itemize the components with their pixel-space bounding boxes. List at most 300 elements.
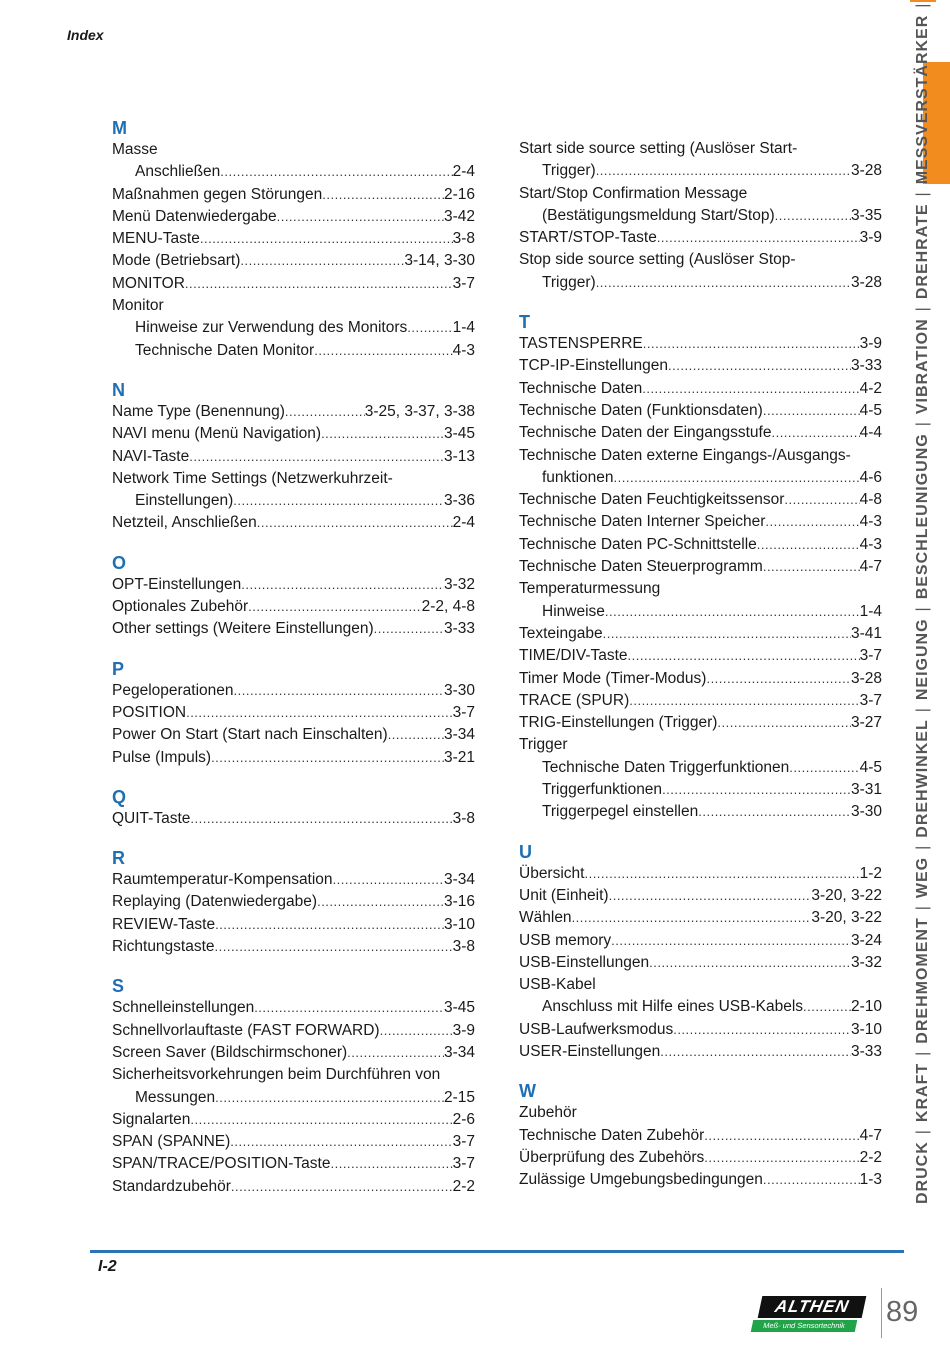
- index-entry: [519, 227, 882, 249]
- dot-leader: [629, 690, 859, 712]
- entry-text: Technische Daten der Eingangsstufe: [519, 424, 772, 442]
- category-messverstärker[interactable]: MESSVERSTÄRKER: [914, 14, 931, 185]
- index-entry: [519, 578, 882, 600]
- index-column-left: [112, 117, 475, 1215]
- entry-page: 4-3: [859, 535, 882, 553]
- index-entry: [519, 445, 882, 467]
- index-entry: [112, 724, 475, 746]
- index-entry: [112, 184, 475, 206]
- entry-page: 2-16: [443, 185, 475, 203]
- index-entry: [519, 734, 882, 756]
- entry-text: Start/Stop Confirmation Message: [519, 184, 748, 202]
- footer-rule: [90, 1250, 904, 1253]
- index-entry: [112, 446, 475, 468]
- entry-text: MENU-Taste: [112, 230, 200, 248]
- entry-text: Temperaturmessung: [519, 580, 661, 598]
- index-entry: [519, 757, 882, 779]
- entry-text: Hinweise zur Verwendung des Monitors: [135, 319, 408, 337]
- entry-text: Anschließen: [135, 163, 221, 181]
- entry-text: Sicherheitsvorkehrungen beim Durchführen von: [112, 1066, 441, 1084]
- entry-page: 1-4: [452, 319, 475, 337]
- index-section: [112, 117, 475, 362]
- dot-leader: [763, 556, 860, 578]
- dot-leader: [240, 250, 404, 272]
- entry-text: Pulse (Impuls): [112, 748, 212, 766]
- dot-leader: [254, 997, 444, 1019]
- entry-page: 3-28: [850, 669, 882, 687]
- category-separator: |: [914, 844, 931, 850]
- entry-text: TRIG-Einstellungen (Trigger): [519, 714, 718, 732]
- entry-text: Texteingabe: [519, 624, 603, 642]
- entry-text: POSITION: [112, 703, 187, 721]
- althen-logo: [752, 1296, 864, 1334]
- dot-leader: [189, 446, 444, 468]
- section-letter: W: [519, 1081, 536, 1102]
- entry-text: Power On Start (Start nach Einschalten): [112, 726, 388, 744]
- dot-leader: [603, 623, 851, 645]
- index-entry: [519, 1147, 882, 1169]
- index-entry: [112, 997, 475, 1019]
- entry-text: Standardzubehör: [112, 1177, 231, 1195]
- index-entry: [112, 468, 475, 490]
- index-entry: [519, 556, 882, 578]
- entry-page: 3-8: [452, 230, 475, 248]
- dot-leader: [649, 952, 851, 974]
- index-entry: [519, 863, 882, 885]
- index-entry: [519, 378, 882, 400]
- section-letter: N: [112, 379, 125, 400]
- entry-text: Start side source setting (Auslöser Start-: [519, 140, 798, 157]
- dot-leader: [789, 757, 859, 779]
- entry-page: 3-34: [443, 1043, 475, 1061]
- entry-page: 4-7: [859, 558, 882, 576]
- entry-page: 4-8: [859, 491, 882, 509]
- dot-leader: [609, 885, 812, 907]
- entry-page: 2-4: [452, 514, 475, 532]
- page-number: 89: [886, 1296, 919, 1328]
- entry-text: USB memory: [519, 931, 612, 949]
- index-entry: [112, 808, 475, 830]
- entry-text: USB-Kabel: [519, 976, 596, 994]
- category-sidebar: [896, 2, 950, 1210]
- index-entry: [519, 400, 882, 422]
- dot-leader: [230, 1131, 452, 1153]
- index-section: [112, 847, 475, 958]
- category-weg[interactable]: WEG: [914, 856, 931, 899]
- dot-leader: [706, 668, 851, 690]
- dot-leader: [234, 680, 444, 702]
- dot-leader: [771, 422, 859, 444]
- entry-page: 3-25, 3-37, 3-38: [364, 402, 475, 420]
- entry-text: Monitor: [112, 297, 164, 315]
- section-letter: M: [112, 118, 127, 138]
- entry-text: Signalarten: [112, 1110, 191, 1128]
- entry-page: 3-45: [443, 999, 475, 1017]
- index-entry: [112, 295, 475, 317]
- index-entry: [112, 228, 475, 250]
- entry-page: 3-9: [859, 335, 882, 353]
- index-entry: [112, 1064, 475, 1086]
- entry-page: 3-20, 3-22: [811, 909, 882, 927]
- dot-leader: [333, 869, 444, 891]
- entry-text: Zulässige Umgebungsbedingungen: [519, 1171, 763, 1189]
- entry-page: 2-10: [850, 998, 882, 1016]
- entry-text: Messungen: [135, 1088, 216, 1106]
- dot-leader: [614, 467, 860, 489]
- dot-leader: [605, 601, 860, 623]
- entry-page: 3-7: [452, 1155, 475, 1173]
- index-entry: [519, 489, 882, 511]
- entry-text: Überprüfung des Zubehörs: [519, 1148, 705, 1166]
- index-section: [112, 379, 475, 535]
- entry-text: Technische Daten PC-Schnittstelle: [519, 535, 757, 553]
- entry-text: Other settings (Weitere Einstellungen): [112, 620, 374, 638]
- entry-page: 3-7: [859, 647, 882, 665]
- entry-text: Name Type (Benennung): [112, 402, 285, 420]
- index-entry: [112, 747, 475, 769]
- dot-leader: [660, 1041, 851, 1063]
- entry-page: 4-4: [859, 424, 882, 442]
- index-section: [112, 658, 475, 769]
- logo-tagline: Meß- und Sensortechnik: [751, 1320, 858, 1332]
- entry-text: Technische Daten Feuchtigkeitssensor: [519, 491, 785, 509]
- index-section: [519, 841, 882, 1064]
- index-entry: [112, 702, 475, 724]
- dot-leader: [190, 808, 452, 830]
- dot-leader: [200, 228, 453, 250]
- category-separator: |: [914, 191, 931, 197]
- index-entry: [112, 273, 475, 295]
- index-entry: [519, 601, 882, 623]
- dot-leader: [673, 1019, 851, 1041]
- index-entry: [519, 511, 882, 533]
- entry-text: NAVI menu (Menü Navigation): [112, 425, 322, 443]
- entry-page: 3-13: [443, 447, 475, 465]
- category-separator: |: [914, 306, 931, 312]
- dot-leader: [186, 702, 453, 724]
- section-letter: U: [519, 841, 532, 862]
- entry-page: 1-4: [859, 602, 882, 620]
- entry-page: 4-3: [859, 513, 882, 531]
- category-datenlogger[interactable]: [910, 0, 936, 2]
- entry-text: Network Time Settings (Netzwerkuhrzeit-: [112, 469, 393, 487]
- section-letter: S: [112, 976, 125, 997]
- category-separator: |: [914, 1050, 931, 1056]
- entry-text: Masse: [112, 141, 158, 158]
- entry-page: 4-7: [859, 1126, 882, 1144]
- index-entry: [112, 936, 475, 958]
- entry-page: 3-9: [859, 229, 882, 247]
- entry-text: TCP-IP-Einstellungen: [519, 357, 669, 375]
- entry-text: Trigger): [542, 273, 596, 291]
- dot-leader: [765, 511, 859, 533]
- entry-text: SPAN (SPANNE): [112, 1133, 231, 1151]
- entry-page: 2-2: [859, 1148, 882, 1166]
- category-separator: |: [914, 606, 931, 612]
- index-entry: [519, 779, 882, 801]
- index-entry: [519, 1041, 882, 1063]
- dot-leader: [374, 618, 444, 640]
- dot-leader: [775, 205, 851, 227]
- category-separator: |: [914, 1129, 931, 1135]
- dot-leader: [596, 272, 851, 294]
- category-separator: |: [914, 2, 931, 8]
- index-entry: [519, 467, 882, 489]
- entry-text: Schnelleinstellungen: [112, 999, 255, 1017]
- dot-leader: [248, 596, 421, 618]
- dot-leader: [321, 423, 444, 445]
- entry-text: Unit (Einheit): [519, 886, 609, 904]
- entry-page: 1-3: [859, 1171, 882, 1189]
- category-drehwinkel[interactable]: DREHWINKEL: [914, 719, 931, 838]
- entry-page: 3-8: [452, 938, 475, 956]
- dot-leader: [596, 160, 851, 182]
- index-entry: [519, 138, 882, 160]
- entry-page: 3-30: [443, 681, 475, 699]
- dot-leader: [611, 930, 851, 952]
- dot-leader: [257, 512, 453, 534]
- entry-text: Trigger: [519, 736, 568, 754]
- entry-text: TRACE (SPUR): [519, 691, 630, 709]
- category-kraft[interactable]: KRAFT: [914, 1062, 931, 1123]
- index-entry: [519, 930, 882, 952]
- category-druck[interactable]: DRUCK: [914, 1141, 931, 1204]
- dot-leader: [704, 1147, 859, 1169]
- dot-leader: [277, 206, 444, 228]
- dot-leader: [642, 378, 859, 400]
- index-entry: [112, 1131, 475, 1153]
- entry-text: Timer Mode (Timer-Modus): [519, 669, 707, 687]
- dot-leader: [314, 340, 452, 362]
- dot-leader: [662, 779, 851, 801]
- entry-text: Einstellungen): [135, 492, 234, 510]
- index-entry: [112, 1153, 475, 1175]
- index-entry: [112, 161, 475, 183]
- index-entry: [519, 422, 882, 444]
- index-column-right: [519, 138, 882, 1208]
- entry-page: 4-5: [859, 401, 882, 419]
- entry-text: Wählen: [519, 909, 572, 927]
- entry-text: Maßnahmen gegen Störungen: [112, 185, 323, 203]
- category-drehrate[interactable]: DREHRATE: [914, 203, 931, 300]
- entry-text: Technische Daten externe Eingangs-/Ausgangs-: [519, 446, 851, 464]
- index-entry: [112, 512, 475, 534]
- entry-text: QUIT-Taste: [112, 809, 191, 827]
- entry-page: 4-2: [859, 379, 882, 397]
- category-drehmoment[interactable]: DREHMOMENT: [914, 917, 931, 1044]
- entry-page: 3-10: [443, 915, 475, 933]
- dot-leader: [211, 747, 444, 769]
- entry-page: 3-34: [443, 871, 475, 889]
- index-entry: [112, 423, 475, 445]
- entry-page: 3-7: [452, 274, 475, 292]
- index-entry: [519, 712, 882, 734]
- entry-text: Technische Daten Interner Speicher: [519, 513, 766, 531]
- entry-page: 3-16: [443, 893, 475, 911]
- entry-page: 3-27: [850, 714, 882, 732]
- entry-page: 3-35: [850, 206, 882, 224]
- index-entry: [519, 160, 882, 182]
- dot-leader: [572, 907, 812, 929]
- dot-leader: [763, 1169, 860, 1191]
- index-entry: [519, 623, 882, 645]
- entry-text: SPAN/TRACE/POSITION-Taste: [112, 1155, 331, 1173]
- entry-text: funktionen: [542, 468, 614, 486]
- entry-page: 3-45: [443, 425, 475, 443]
- index-entry: [519, 183, 882, 205]
- index-entry: [112, 1042, 475, 1064]
- page-number-separator: [881, 1288, 882, 1338]
- entry-text: NAVI-Taste: [112, 447, 190, 465]
- entry-text: Replaying (Datenwiedergabe): [112, 893, 318, 911]
- index-entry: [519, 645, 882, 667]
- index-entry: [519, 1102, 882, 1124]
- entry-page: 3-21: [443, 748, 475, 766]
- index-section: [519, 1080, 882, 1191]
- entry-text: Menü Datenwiedergabe: [112, 207, 277, 225]
- entry-text: START/STOP-Taste: [519, 229, 657, 247]
- index-entry: [112, 1087, 475, 1109]
- entry-text: Schnellvorlauftaste (FAST FORWARD): [112, 1021, 380, 1039]
- index-entry: [519, 668, 882, 690]
- category-vibration[interactable]: VIBRATION: [914, 318, 931, 415]
- dot-leader: [241, 574, 444, 596]
- entry-page: 4-5: [859, 758, 882, 776]
- entry-text: Technische Daten Zubehör: [519, 1126, 705, 1144]
- index-entry: [112, 680, 475, 702]
- dot-leader: [704, 1125, 859, 1147]
- index-entry: [112, 1020, 475, 1042]
- entry-text: Richtungstaste: [112, 938, 215, 956]
- entry-text: Pegeloperationen: [112, 681, 234, 699]
- entry-page: 3-8: [452, 809, 475, 827]
- entry-page: 3-24: [850, 931, 882, 949]
- category-separator: |: [914, 421, 931, 427]
- dot-leader: [233, 490, 444, 512]
- entry-page: 3-33: [443, 620, 475, 638]
- entry-text: Stop side source setting (Auslöser Stop-: [519, 251, 796, 269]
- category-neigung[interactable]: NEIGUNG: [914, 618, 931, 701]
- index-entry: [519, 690, 882, 712]
- entry-text: Optionales Zubehör: [112, 598, 249, 616]
- dot-leader: [717, 712, 851, 734]
- index-entry: [112, 869, 475, 891]
- index-section: [519, 138, 882, 294]
- index-entry: [519, 1125, 882, 1147]
- entry-text: Netzteil, Anschließen: [112, 514, 257, 532]
- dot-leader: [215, 1087, 444, 1109]
- dot-leader: [190, 1109, 452, 1131]
- dot-leader: [317, 891, 444, 913]
- entry-text: Raumtemperatur-Kompensation: [112, 871, 333, 889]
- dot-leader: [668, 355, 851, 377]
- index-entry: [519, 952, 882, 974]
- entry-page: 3-7: [859, 691, 882, 709]
- entry-page: 3-33: [850, 1042, 882, 1060]
- index-entry: [112, 1109, 475, 1131]
- entry-page: 2-2: [452, 1177, 475, 1195]
- entry-page: 3-41: [850, 624, 882, 642]
- dot-leader: [347, 1042, 444, 1064]
- index-entry: [519, 534, 882, 556]
- entry-text: Technische Daten (Funktionsdaten): [519, 401, 763, 419]
- dot-leader: [757, 534, 860, 556]
- dot-leader: [628, 645, 860, 667]
- index-section: [112, 786, 475, 830]
- index-entry: [112, 206, 475, 228]
- index-entry: [519, 801, 882, 823]
- entry-page: 3-32: [850, 953, 882, 971]
- entry-page: 3-42: [443, 207, 475, 225]
- index-entry: [519, 355, 882, 377]
- entry-text: Technische Daten Monitor: [135, 341, 315, 359]
- index-entry: [519, 974, 882, 996]
- dot-leader: [657, 227, 860, 249]
- entry-page: 3-28: [850, 162, 882, 180]
- section-letter: Q: [112, 786, 127, 807]
- entry-text: TIME/DIV-Taste: [519, 647, 628, 665]
- dot-leader: [322, 184, 444, 206]
- dot-leader: [407, 317, 452, 339]
- entry-page: 3-30: [850, 803, 882, 821]
- category-list: [908, 2, 938, 1210]
- entry-text: Anschluss mit Hilfe eines USB-Kabels: [542, 998, 804, 1016]
- index-entry: [519, 249, 882, 271]
- dot-leader: [185, 273, 453, 295]
- dot-leader: [388, 724, 444, 746]
- index-section: [112, 975, 475, 1198]
- entry-text: Triggerfunktionen: [542, 781, 663, 799]
- index-entry: [112, 340, 475, 362]
- section-letter: O: [112, 552, 127, 573]
- index-entry: [519, 1019, 882, 1041]
- index-section: [519, 311, 882, 824]
- header-label: Index: [67, 27, 104, 43]
- dot-leader: [763, 400, 860, 422]
- category-separator: |: [914, 905, 931, 911]
- entry-text: REVIEW-Taste: [112, 915, 216, 933]
- entry-page: 3-20, 3-22: [811, 886, 882, 904]
- entry-page: 3-28: [850, 273, 882, 291]
- dot-leader: [584, 863, 859, 885]
- index-entry: [519, 885, 882, 907]
- footer-page-label: I-2: [98, 1258, 117, 1275]
- section-letter: R: [112, 848, 125, 869]
- index-entry: [519, 1169, 882, 1191]
- entry-page: 3-7: [452, 703, 475, 721]
- dot-leader: [215, 936, 453, 958]
- index-entry: [112, 250, 475, 272]
- entry-text: Screen Saver (Bildschirmschoner): [112, 1043, 348, 1061]
- category-beschleunigung[interactable]: BESCHLEUNIGUNG: [914, 433, 931, 600]
- dot-leader: [330, 1153, 452, 1175]
- index-entry: [519, 996, 882, 1018]
- index-entry: [112, 401, 475, 423]
- dot-leader: [698, 801, 851, 823]
- entry-text: Technische Daten: [519, 379, 643, 397]
- entry-text: USB-Laufwerksmodus: [519, 1020, 674, 1038]
- dot-leader: [643, 333, 860, 355]
- entry-page: 1-2: [859, 864, 882, 882]
- entry-page: 2-6: [452, 1110, 475, 1128]
- dot-leader: [803, 996, 851, 1018]
- dot-leader: [215, 914, 444, 936]
- entry-text: Technische Daten Steuerprogramm: [519, 558, 763, 576]
- dot-leader: [231, 1176, 453, 1198]
- entry-page: 4-6: [859, 468, 882, 486]
- entry-page: 3-10: [850, 1020, 882, 1038]
- entry-page: 3-7: [452, 1133, 475, 1151]
